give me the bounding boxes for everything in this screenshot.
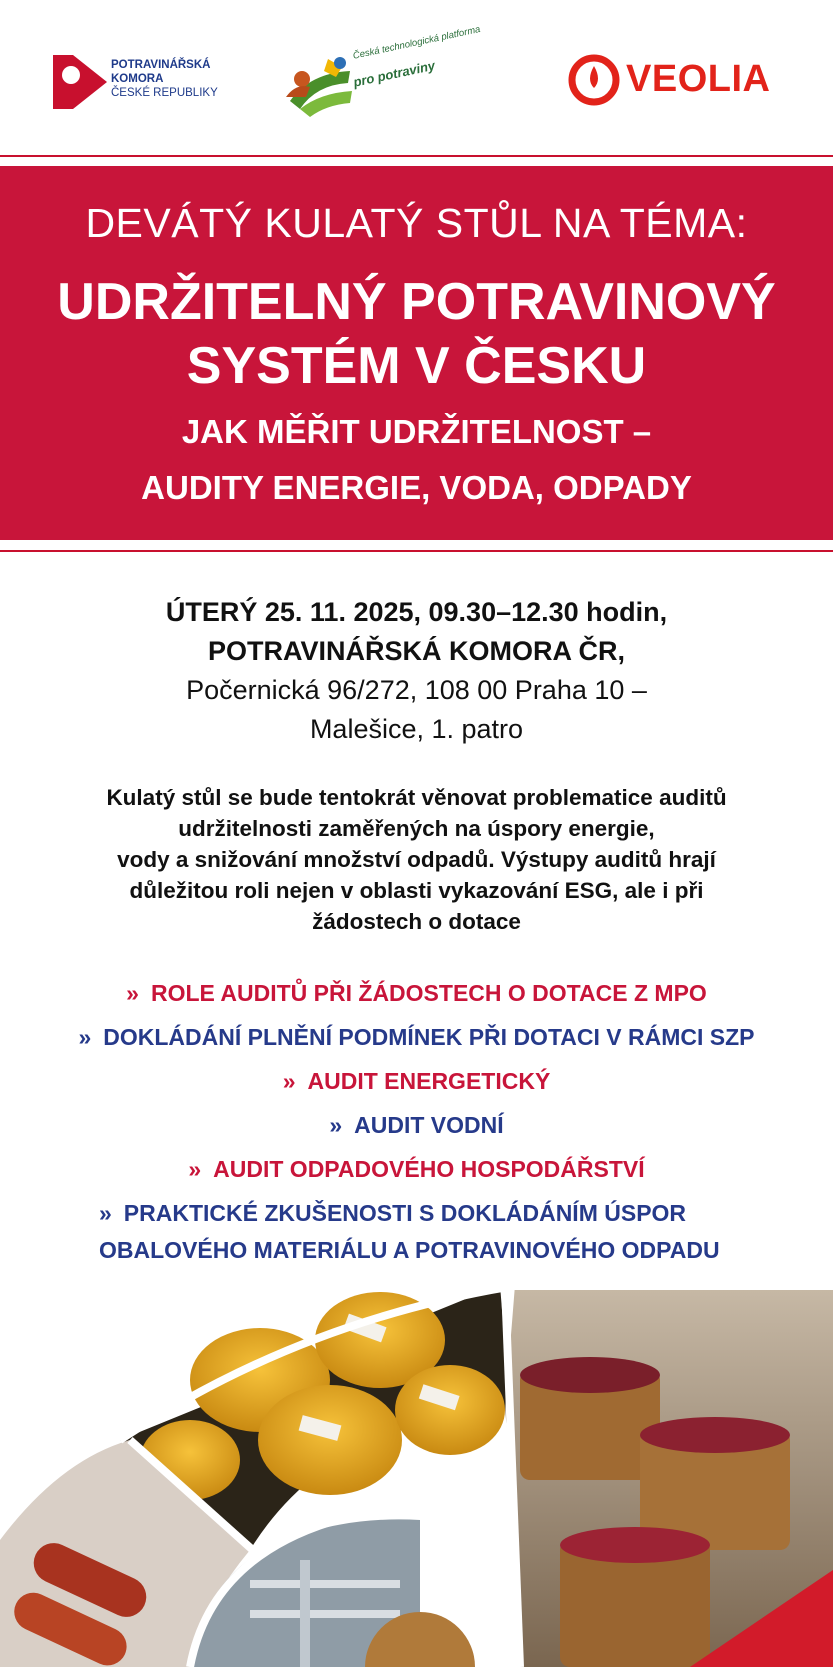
bullet-icon: » <box>282 1068 296 1094</box>
pk-line2: KOMORA <box>111 73 164 85</box>
veolia-wordmark: VEOLIA <box>626 58 771 100</box>
agenda-item-text: AUDIT VODNÍ <box>354 1112 504 1138</box>
banner-title-line2: SYSTÉM V ČESKU <box>186 337 647 395</box>
pk-logo-mark <box>53 55 107 109</box>
description-line1: Kulatý stůl se bude tentokrát věnovat problematice auditů <box>106 785 727 810</box>
banner-intro: DEVÁTÝ KULATÝ STŮL NA TÉMA: <box>85 200 748 246</box>
event-date: ÚTERÝ 25. 11. 2025, 09.30–12.30 hodin, <box>165 597 668 627</box>
ctp-logo <box>280 23 482 120</box>
agenda-item-text: PRAKTICKÉ ZKUŠENOSTI S DOKLÁDÁNÍM ÚSPOR <box>123 1200 687 1226</box>
agenda-item-text: AUDIT ENERGETICKÝ <box>307 1068 551 1094</box>
description-line3: vody a snižování množství odpadů. Výstupy auditů hrají <box>117 847 716 872</box>
potravinarska-komora-logo <box>53 55 223 110</box>
title-banner <box>0 166 833 540</box>
bullet-icon: » <box>329 1112 343 1138</box>
banner-subtitle <box>0 404 833 516</box>
pk-line3: ČESKÉ REPUBLIKY <box>111 87 218 99</box>
agenda-item <box>0 1151 833 1188</box>
agenda-item-text: ROLE AUDITŮ PŘI ŽÁDOSTECH O DOTACE Z MPO <box>150 980 707 1006</box>
description-line4: důležitou roli nejen v oblasti vykazování ESG, ale i při <box>129 878 704 903</box>
ctp-line1: Česká technologická platforma <box>352 23 482 62</box>
agenda-item <box>0 1107 833 1144</box>
event-address-line2: Malešice, 1. patro <box>309 714 524 744</box>
top-rule <box>0 155 833 157</box>
bullet-icon: » <box>188 1156 202 1182</box>
banner-subtitle-line2: AUDITY ENERGIE, VODA, ODPADY <box>141 469 692 506</box>
event-description <box>40 782 793 937</box>
agenda-item <box>0 1063 833 1100</box>
banner-title <box>0 270 833 398</box>
banner-title-line1: UDRŽITELNÝ POTRAVINOVÝ <box>57 273 776 331</box>
event-address-line1: Počernická 96/272, 108 00 Praha 10 – <box>186 675 647 705</box>
veolia-logo-mark <box>568 54 620 106</box>
bullet-icon: » <box>99 1200 112 1226</box>
pk-line1: POTRAVINÁŘSKÁ <box>111 59 211 71</box>
agenda-item-text: AUDIT ODPADOVÉHO HOSPODÁŘSTVÍ <box>213 1156 645 1182</box>
bullet-icon: » <box>78 1024 92 1050</box>
description-line5: žádostech o dotace <box>312 909 521 934</box>
banner-subtitle-line1: JAK MĚŘIT UDRŽITELNOST – <box>181 413 652 450</box>
bottom-rule <box>0 550 833 552</box>
agenda-item <box>99 1195 819 1269</box>
food-photo-collage <box>0 1290 833 1667</box>
event-info <box>0 593 833 749</box>
bullet-icon: » <box>126 980 139 1006</box>
agenda-item <box>0 1019 833 1056</box>
agenda-item-text-continued: OBALOVÉHO MATERIÁLU A POTRAVINOVÉHO ODPADU <box>99 1237 720 1263</box>
event-venue: POTRAVINÁŘSKÁ KOMORA ČR, <box>208 636 625 666</box>
pk-logo-text <box>111 58 218 100</box>
collage-illustration <box>0 1290 833 1667</box>
ctp-line2: pro potraviny <box>352 57 437 90</box>
agenda-item <box>0 975 833 1012</box>
description-line2: udržitelnosti zaměřených na úspory energie, <box>178 816 655 841</box>
agenda-item-text: DOKLÁDÁNÍ PLNĚNÍ PODMÍNEK PŘI DOTACI V RÁMCI SZP <box>103 1024 755 1050</box>
veolia-logo <box>568 50 793 110</box>
